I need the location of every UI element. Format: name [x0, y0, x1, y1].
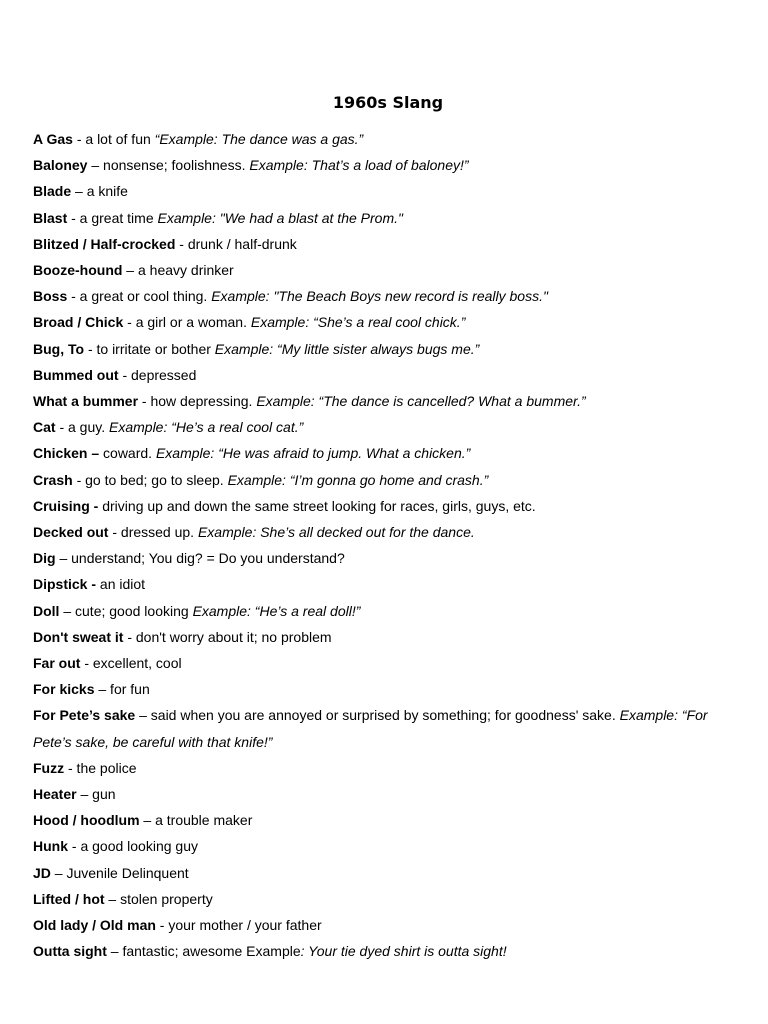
slang-term: Bummed out — [33, 366, 119, 383]
slang-definition: - to irritate or bother — [84, 340, 215, 357]
slang-definition: – understand; You dig? = Do you understand? — [55, 550, 345, 567]
slang-term: Chicken – — [33, 445, 100, 462]
slang-entry — [33, 362, 733, 388]
slang-entry — [33, 519, 733, 545]
slang-example: Example: "We had a blast at the Prom." — [157, 209, 403, 226]
slang-entry — [33, 126, 733, 152]
slang-definition: – gun — [76, 786, 116, 803]
slang-list — [33, 126, 733, 965]
slang-example: : Your tie dyed shirt is outta sight! — [300, 943, 507, 960]
slang-term: What a bummer — [33, 393, 139, 410]
slang-term: Cat — [33, 419, 56, 436]
slang-definition: - the police — [64, 759, 137, 776]
slang-entry — [33, 493, 733, 519]
slang-term: For Pete’s sake — [33, 707, 136, 724]
slang-definition: – cute; good looking — [59, 602, 193, 619]
slang-entry — [33, 807, 733, 833]
slang-entry — [33, 781, 733, 807]
slang-example: Example: “The dance is cancelled? What a bummer.” — [256, 393, 586, 410]
slang-entry — [33, 205, 733, 231]
slang-term: Broad / Chick — [33, 314, 124, 331]
slang-entry — [33, 702, 733, 754]
slang-definition: – a knife — [71, 183, 128, 200]
slang-entry — [33, 886, 733, 912]
slang-entry — [33, 912, 733, 938]
slang-term: Doll — [33, 602, 60, 619]
slang-entry — [33, 860, 733, 886]
slang-definition: - your mother / your father — [155, 917, 322, 934]
slang-definition: - a guy. — [55, 419, 109, 436]
slang-definition: coward. — [99, 445, 156, 462]
slang-example: Example: "The Beach Boys new record is really boss." — [211, 288, 548, 305]
slang-example: Example: “He’s a real cool cat.” — [109, 419, 304, 436]
slang-example: “Example: The dance was a gas.” — [154, 131, 364, 147]
slang-entry — [33, 571, 733, 597]
slang-definition: - don't worry about it; no problem — [123, 628, 332, 645]
slang-term: Old lady / Old man — [33, 917, 156, 934]
slang-definition: - dressed up. — [108, 524, 198, 541]
slang-entry — [33, 467, 733, 493]
slang-definition: an idiot — [96, 576, 146, 593]
slang-definition: – fantastic; awesome Example — [106, 943, 301, 960]
slang-entry — [33, 676, 733, 702]
slang-entry — [33, 336, 733, 362]
slang-term: Heater — [33, 786, 77, 803]
slang-example: Example: “He’s a real doll!” — [192, 602, 361, 619]
slang-entry — [33, 152, 733, 178]
slang-entry — [33, 178, 733, 204]
slang-term: Blitzed / Half-crocked — [33, 235, 176, 252]
slang-term: Baloney — [33, 157, 88, 174]
slang-entry — [33, 309, 733, 335]
slang-definition: – for fun — [94, 681, 150, 698]
slang-definition: - a girl or a woman. — [123, 314, 251, 331]
slang-term: Crash — [33, 471, 73, 488]
slang-term: Outta sight — [33, 943, 107, 960]
slang-term: Hunk — [33, 838, 68, 855]
slang-definition: – nonsense; foolishness. — [87, 157, 250, 174]
slang-entry — [33, 598, 733, 624]
slang-entry — [33, 388, 733, 414]
slang-term: Cruising - — [33, 497, 99, 514]
slang-example: Example: “My little sister always bugs me.” — [214, 340, 480, 357]
slang-term: Booze-hound — [33, 262, 123, 279]
slang-term: Far out — [33, 655, 81, 672]
slang-definition: – a trouble maker — [139, 812, 253, 829]
slang-definition: - go to bed; go to sleep. — [72, 471, 228, 488]
slang-term: Decked out — [33, 524, 109, 541]
slang-term: JD — [33, 864, 51, 881]
slang-entry — [33, 624, 733, 650]
slang-term: Dipstick - — [33, 576, 97, 593]
slang-entry — [33, 283, 733, 309]
slang-definition: - drunk / half-drunk — [175, 235, 297, 252]
slang-definition: – stolen property — [104, 890, 213, 907]
slang-term: Blade — [33, 183, 72, 200]
slang-definition: - a lot of fun — [72, 131, 155, 147]
slang-example: Example: “She’s a real cool chick.” — [250, 314, 466, 331]
slang-example: Example: “He was afraid to jump. What a chicken.” — [155, 445, 471, 462]
slang-definition: - a great or cool thing. — [67, 288, 212, 305]
slang-entry — [33, 414, 733, 440]
slang-entry — [33, 440, 733, 466]
slang-definition: – said when you are annoyed or surprised by something; for goodness' sake. — [135, 707, 620, 724]
slang-definition: driving up and down the same street looking for races, girls, guys, etc. — [98, 497, 536, 514]
slang-term: Hood / hoodlum — [33, 812, 140, 829]
slang-example: Example: She’s all decked out for the dance. — [197, 524, 475, 541]
slang-definition: – Juvenile Delinquent — [50, 864, 189, 881]
slang-entry — [33, 833, 733, 859]
slang-term: Dig — [33, 550, 56, 567]
slang-term: Blast — [33, 209, 68, 226]
slang-term: Boss — [33, 288, 68, 305]
slang-example: Example: “For Pete’s sake, be careful with that knife!” — [33, 707, 708, 750]
slang-entry — [33, 938, 733, 964]
slang-definition: – a heavy drinker — [122, 262, 234, 279]
slang-entry — [33, 755, 733, 781]
slang-example: Example: That’s a load of baloney!” — [249, 157, 469, 174]
slang-definition: - depressed — [118, 366, 197, 383]
slang-term: A Gas — [33, 131, 73, 147]
slang-example: Example: “I’m gonna go home and crash.” — [227, 471, 489, 488]
slang-definition: - how depressing. — [138, 393, 257, 410]
slang-definition: - a great time — [67, 209, 158, 226]
slang-term: Bug, To — [33, 340, 85, 357]
slang-definition: - excellent, cool — [80, 655, 182, 672]
slang-entry — [33, 650, 733, 676]
page-title: 1960s Slang — [332, 93, 444, 112]
slang-definition: - a good looking guy — [68, 838, 198, 855]
slang-term: Lifted / hot — [33, 890, 105, 907]
slang-term: Don't sweat it — [33, 628, 124, 645]
slang-term: Fuzz — [33, 759, 65, 776]
slang-entry — [33, 257, 733, 283]
slang-entry — [33, 545, 733, 571]
slang-term: For kicks — [33, 681, 95, 698]
slang-entry — [33, 231, 733, 257]
